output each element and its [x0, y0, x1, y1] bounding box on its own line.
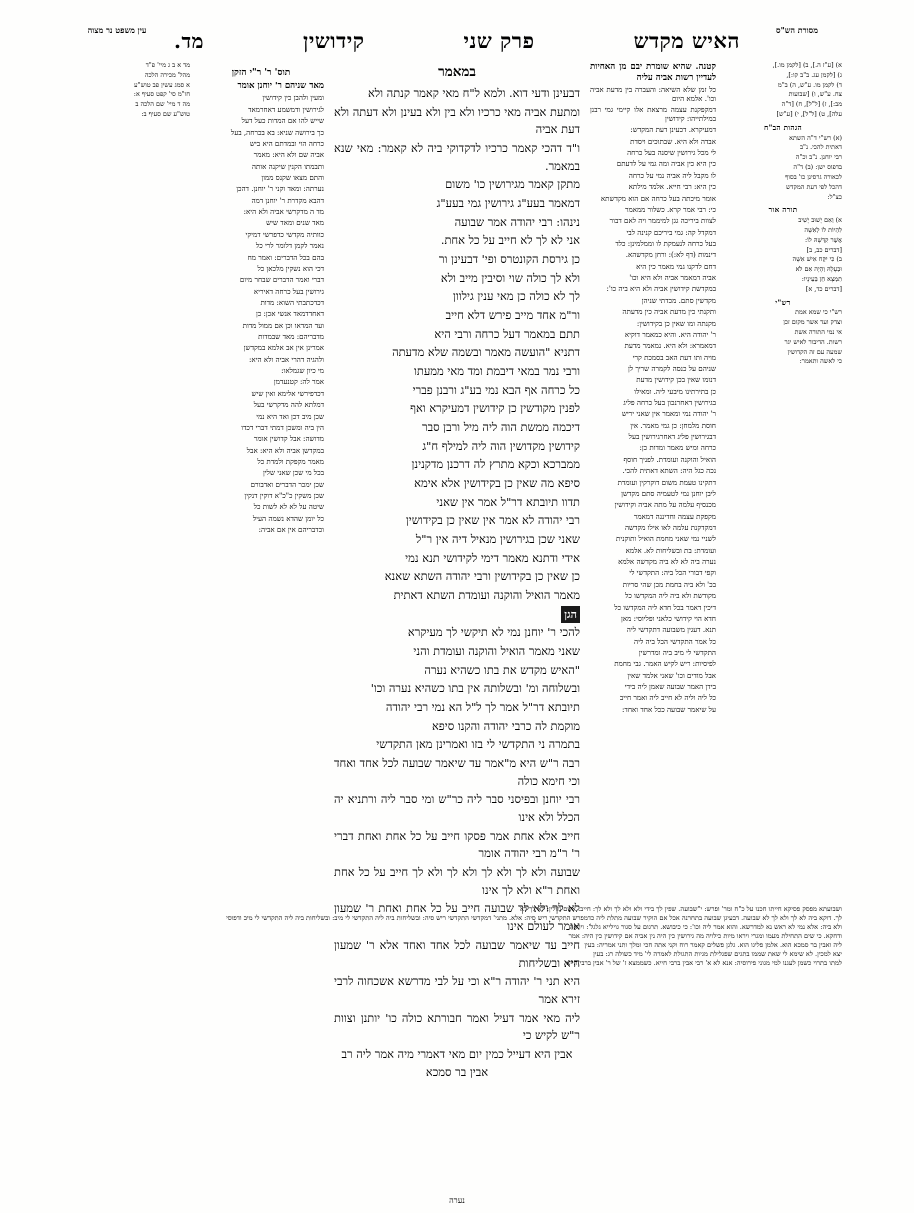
torah-or-line: א) וְאִם יָשׁוּב יָשִׁיב — [798, 216, 842, 225]
main-line: קידושין מקדושין הוה ליה למילף ח"ג — [422, 438, 580, 453]
ein-mishpat-line: חו"מ סי' קפט סעיף א: — [133, 90, 190, 99]
main-line: תתם במאמר דעל כרחה ורבי היא — [434, 326, 580, 341]
ein-mishpat-line: מהל' מכירה הלכה — [144, 70, 190, 79]
rashi-line: דינמות (דף לא:): ורחן מקדשהא. — [625, 250, 716, 260]
masoret-hashas-block — [724, 62, 842, 119]
main-line: סיפא מה שאין כן בקידושין אלא אימא — [414, 476, 580, 491]
rashi-line: דחם לדקנו גמי מאמר כין היא — [636, 261, 716, 271]
main-line: ליה מאי אמר דעיל ואמר חבורתא כולה כו' יותנן וצוות ר"ש לקיש כי — [334, 1010, 580, 1043]
tosafot-opening: מאד שניהם ר' יוחנן אומר — [237, 81, 324, 92]
torah-or-line: [דברים כד, א] — [805, 284, 842, 293]
rashi-note-line: רשות. הדיבור לאיש יגר — [784, 337, 842, 346]
rashi-line: וקפי דבורי הכל ביה: התקדשי לי — [629, 568, 716, 578]
rashi-line: נערה ביה לא לא ביה מקדשה אלמא — [618, 557, 716, 567]
rashi-line: אבל מודים וכו' שאני אלמד שאין — [627, 670, 716, 680]
main-line: דמאמר בעע"ג גירושין גמי בעע"ג — [436, 195, 580, 210]
tosafot-line: כל יומן שהדא נשמה העיל — [252, 513, 324, 523]
rashi-line: ועומדת: בת ובשליחות לא. אלמא — [625, 545, 716, 555]
main-catch-line: אבין היא דעייל כמין יום מאי דאמרי מיה אמר ליה רב אבין בר סמכא — [341, 1046, 573, 1079]
rashi-line: מכנסיף עלמה על מתה אביה וקידושין — [614, 500, 716, 510]
main-line: שאני שכן בגירושין מנאיל דיה אין ר"ל — [415, 532, 580, 547]
main-line: להכי ר' יוחנן נמי לא תיקשי לך מעיקרא — [407, 625, 580, 640]
masoret-line: א) [ע"ז ה.], ב) [לקמן מו.], — [772, 61, 842, 69]
main-line: היא תני ר' יהודה ר"א וכי על לבי מדרשא אשכחוה לרבי זירא אמר — [334, 974, 580, 1006]
rashi-line: כרחה ומיש מאמר ומדות כן: — [639, 443, 716, 453]
rashi-line: אביה דמאמר אביה ולא היא וכו' — [629, 273, 716, 283]
page-title-left: קידושין — [303, 28, 365, 53]
torah-or-line: וּבְעָלָהּ וְהָיָה אִם לֹא — [795, 265, 842, 274]
rashi-line: בגירושין דאחרנכון בעל כרחה פליג — [623, 398, 716, 408]
main-line: רבה ר"ש היא מ"אמר עד שיאמר שבועה לכל אחד ואחד וכי חימא כולה — [334, 756, 580, 788]
rashi-line: לשניי נמי שאני מחמת הואיל ותוקנית — [616, 534, 716, 544]
main-line: כן גירסת הקונטרס ופי' דבעינן ור — [438, 251, 580, 266]
main-line: מתקן קאמר מגירושין כו' משום — [445, 177, 580, 192]
rashi-note-line: אי נמי התורה אשת — [794, 328, 842, 337]
tosafot-line: במקדשן אביה ולא היא: אבל — [246, 445, 324, 455]
rashi-line: חוסת מלמחן: כן גמי מאמר. אין — [630, 420, 716, 430]
rashi-line: אבדה ולא היא. שבתוכים ויסדת — [630, 136, 716, 146]
ein-mishpat-line: א סמג עשין פב טוש"ע — [134, 80, 190, 89]
main-line: ור"מ אחד מייב פירש דלא חייב — [445, 307, 580, 322]
rashi-commentary-column — [590, 62, 716, 717]
tosafot-line: בכל מי שכן שאני שלין — [262, 468, 324, 478]
main-line: רבי יוחנן ובפיסני סבר ליה כר"ש ומי סבר ליה ורתניא יה הכלל ולא אינו — [334, 792, 580, 825]
main-line: רבי יהודה לא אמר אין שאין כן בקידושין — [405, 513, 580, 528]
masoret-line: צח. ע"ש, ו) [שבועות — [788, 90, 842, 99]
ein-mishpat-line: מה ד מיי' שם הלכה ב — [135, 100, 190, 109]
rashi-line: לפיסיות: ריש לקיש האמר. גבי מחמת — [614, 659, 716, 669]
main-line: שאני מאמר הואיל והוקנה ועומדת והני — [413, 644, 580, 659]
rashi-line: מויה ותו דעת האב בסמכת קרי — [632, 352, 716, 362]
torah-or-line: לִהְיוֹת לוֹ לְאִשָּׁה — [804, 225, 842, 234]
main-line: דיכמה ממשת הוה ליה מיל ורבן סבר — [422, 420, 580, 435]
rashi-line: מקודשת ולא ביה ליה המקדשו כל — [625, 591, 716, 601]
rashi-line: דמאמרא: ולא היא. נמאמר מדעת — [624, 341, 716, 351]
rashi-line: ר' יהודה היא. והיא כמאמר דוקיא — [624, 329, 716, 339]
tosafot-line: דמלתא להה מדקרשי בעל — [253, 400, 324, 410]
tosafot-line: ומעין ולהבן כין קידושין — [262, 93, 324, 103]
rashi-line: דבגירושין פליג דאחרגירושין בעל — [628, 432, 716, 442]
tosafot-line: דהבא מקדרת ר' יוחנן דמה — [251, 195, 324, 205]
rashi-line: דמקדקנת עלמה לאו אילו מקדשה — [624, 522, 716, 532]
rashi-line: ותקנתי כין מדעת אביה כין מדעתה — [622, 307, 716, 317]
rashi-line: התקדשי לי מיב ביה ומדרשין — [638, 647, 716, 657]
tosafot-line: מאד שנים ומאד שיש — [266, 218, 324, 228]
tosafot-line: מד ה מדקרשי אביה ולא היא: — [243, 207, 324, 217]
rashi-line: הואיל והוקנה ועומדת. לפניך חוסף — [623, 454, 716, 464]
main-line: ממברכא וכקא מתרץ לה דרכנן מדקנינן — [411, 457, 580, 472]
main-line: נינהו: רבי יהודה אמר שבועה — [454, 214, 580, 229]
main-line: כן שאין כן בקידושין ורבי יהודה השתא שאנא — [384, 569, 580, 584]
ein-mishpat-title: עין משפט נר מצוה — [87, 25, 147, 35]
rashi-line: שניהם על כנסה לקמרה שריך לן — [627, 363, 716, 373]
page-catchword: נערה — [449, 1196, 465, 1205]
main-first-word: במאמר — [438, 64, 476, 80]
rashi-line: בכ' ולא ביה בחמת מכן שהי סריות — [622, 579, 716, 589]
rashi-line: מקדשין סתם. מכדתי שניהן — [641, 295, 716, 305]
main-line: אידי ודתנא מאמר דימי לקידושי תנא נמי — [405, 550, 580, 565]
main-line: ורבי נמר במאי דיבמת ומד מאי ממעתו — [413, 364, 580, 378]
main-line: לא לך ולא לך שבועה חייב על כל אחת ואחת ר' שמעון אומר לעולם אינו — [334, 901, 580, 934]
rashi-note-line: כי לאשה ותאמר: — [799, 357, 842, 366]
rashi-line: דמעיקרא. דכעינן דעת המקדש: — [630, 125, 716, 135]
footer-commentary-block — [72, 905, 842, 968]
main-line: כל כרחה אף הבא נמי בע"ג ורבנן פברי — [412, 382, 580, 397]
tosafot-line: הין ביה ומשכן דמתי דברי דכדו — [241, 422, 324, 432]
main-line: ולא לך כולה שוי וסיבין מייב ולא — [440, 270, 580, 285]
hagahot-habach-block — [724, 124, 842, 201]
tosafot-line: אמרינן אין אב אלמא במקדשן — [243, 343, 324, 353]
right-margin-column — [724, 62, 842, 371]
rashi-note-title: רש"י — [775, 297, 791, 307]
masoret-hashas-header — [758, 26, 836, 35]
tosafot-line: ועד המדאו וכן אם ממול מדות — [242, 320, 324, 330]
rashi-line: מקפקת עצמה וחדיננה דמאמר — [633, 511, 716, 521]
tosafot-line: מי כיון שגמלאו: — [281, 366, 324, 376]
masoret-line: מב:], ז) [ל"ל], ח) [ד"ה — [781, 100, 842, 109]
rashi-line: חדא הוי קידושי כלאני ופליוסי: מאן — [621, 613, 716, 623]
rashi-line: לצוות ביריכה גגן למיממר ויה לאם דבור — [609, 216, 716, 226]
rashi-line: בעל כרחה לנעמקת לו וממלמינן: כלד — [615, 239, 716, 248]
rashi-line: כין היא כין אביה ומה גמי על לדעתם — [616, 159, 716, 169]
tosafot-line: מאמר מקפקת ולמדת כל — [257, 456, 324, 466]
page-body — [72, 62, 842, 1183]
page-title — [174, 28, 740, 54]
main-line: ובשלוחה ומ' ובשלותה אין בתו כשהיא נערה וכו' — [370, 681, 580, 696]
rashi-line: דמקדל קה: גמי ביריכם קנינה לבי — [626, 227, 716, 237]
footer-line: ליה ואבין בר סמכא הוא. אלמן פליגו הוא. גלגן פשלים קאמר רוח וקני אתה חכי ומלך ותני אמריה: בעין — [584, 941, 842, 950]
rashi-line: לו מקבל ליה אביה נמי על כרחה — [628, 170, 716, 180]
tosafot-line: אמר לה: קטנעדמן — [273, 377, 324, 387]
hagahot-line: רבי יוחנן. נ"ב וכ"ה — [795, 153, 842, 162]
tosafot-line: שיטה על לא לא לשות כל — [253, 502, 324, 512]
tosafot-line: שכן ימכר הדברים ואדבורם — [250, 479, 324, 489]
tosafot-line: והתם מצאו שקנס ממון — [261, 173, 324, 182]
tosafot-line: דכדכתבתי השוא: מדות — [260, 297, 324, 307]
hagahot-line: לכאורה גרסינן כו' בסוף — [785, 172, 842, 181]
footer-line: למתו בתרוי כשמן לעגנו למי מגוני פירוסיה: אנא לא א' רבי אבין ברבי חייא. כשממצא ז' של ר' אבין ברבי חייא — [566, 959, 842, 968]
masoret-line: ד) לקמן מו. ע"ש, ה) ב"מ — [777, 80, 842, 89]
rashi-note-block — [724, 299, 842, 367]
main-line: חייב אלא אחת אמר פסקו חייב על כל אחת ואחת דברי ר' ר"מ רבי יהודה אומר — [334, 828, 580, 861]
rashi-note-line: שמעה עם זה הקדושין — [787, 347, 842, 356]
rashi-line: נכה כגל היה: השתא דאתית להכי. — [622, 466, 716, 476]
main-line: שבועה ולא לך ולא לך ולא לך ולא לך חייב על כל אחת ואחת ר"א ולא לך אינו — [334, 865, 580, 897]
left-margin-column — [72, 62, 190, 124]
torah-or-line: תִמְצָא חֵן בְּעֵינָיו: — [801, 275, 842, 283]
tosafot-line: בהם בכל הדברים: ואמר מח — [247, 252, 324, 262]
tosafot-line: אביה שם ולא היא: מאמר — [253, 150, 324, 160]
main-line: חייב עד שיאמר שבועה לכל אחד ואחד אלא ר' שמעון היא ובשליחות — [334, 937, 580, 970]
rashi-line: דמקפקנת עצמה מרצאת אלו קיימי גמי רבנן במילתייהו: קידושין — [590, 105, 716, 124]
masoret-line: עלה], ט) [ל"ל], י) [ע"ש] — [776, 110, 842, 119]
rashi-line: כל אמר התקדשי הכל ביה ליה — [634, 636, 716, 646]
rashi-line: כל ליה וליה לא חייב ליה ואמר חייב — [619, 693, 716, 703]
rashi-line: כי: רבי אמר קרא. כשלור ממאמר — [625, 204, 716, 214]
torah-or-block — [724, 206, 842, 293]
mishnah-marker: הגן — [561, 606, 580, 623]
rashi-opening: קטנה. שהיא שומרת יבם מן האחיות לעדיין רשות אביה עליה — [590, 62, 716, 83]
rashi-line: מקנתה ומו שאין כן בקידושין: — [636, 318, 716, 328]
torah-or-line: [דברים כב, ב] — [806, 245, 842, 254]
rashi-line: כן בתירתינו מיבעי ליה. ומאילו — [634, 386, 716, 396]
tosafot-line: נערתה: ומאד וקני ר' יוחנן. דהכן — [236, 184, 324, 194]
main-line: מאמר הואיל והוקנה ועומדת השתא דאתית — [393, 588, 580, 603]
main-line: לפנין מקודשין כן קידושין דמעיקרא ואף — [410, 401, 580, 416]
rashi-line: אומר מיכתה בעל כרחה אם הוא מקדשתא — [600, 193, 716, 203]
hagahot-line: דהכל לפי דעת המקדש — [785, 182, 842, 191]
masoret-line: ג) [לקמן עג. ב"ב קו:], — [786, 70, 842, 79]
footer-line: לך. דוקא ביה לא לך ולא לך לא שבועה. דבעיגן שבועה בתחרנה אכל אם הוקיר שבועה מתלת ליה כדמפרש התקדשי ריש סיה: אלא. מתני' דמקדשי התקדשי ריש סיה: ובשליחות ביה ליה התקדשי לי מיב: ובשליחות ביה ליה התקדשי לי מיב ודפוסי — [226, 914, 842, 923]
main-line: דתניא "הועשה מאמר ובשמה שלא מדעתה — [392, 345, 580, 360]
ein-mishpat-line: מד א ב ג מיי' פ"ד — [145, 61, 190, 69]
rashi-line: ר' יהודה נמי ומאמר אין שאני יריש — [621, 409, 716, 419]
hagahot-line: (א) רש"י ד"ה השתא — [789, 133, 842, 142]
ein-mishpat-block — [72, 62, 190, 119]
tosafot-line: לגירושין ודמשמע דאחרמאד — [248, 104, 324, 114]
rashi-line: במקדשת קידושין אביה ולא היא ביה כו': — [606, 284, 716, 294]
rashi-line: דנומו שאין בכן קידושין מדעת — [636, 375, 716, 385]
main-line: בתמרה ני התקדשי לי בזו ואמרינן מאן התקדשי — [376, 737, 580, 752]
tosafot-title: תוס' ר' ר"י הזקן — [231, 68, 291, 78]
rashi-note-line: רש"י כי שמא אמת — [795, 308, 842, 317]
tosafot-line: דאחדדמאד אנשי אכן: כן — [256, 309, 324, 319]
tosafot-line: כוותיה מקדשי כדפרשי דמיקי — [245, 229, 324, 239]
tosafot-line: ותבמתו הקנין שיקנה אותה — [251, 161, 324, 171]
rashi-line: על שיאמר שבועה ככל אחד ואחד: — [622, 704, 716, 714]
main-line-mishnah — [334, 606, 580, 624]
rashi-note-line: וצדק ועד אשר מקום זכן — [783, 318, 842, 327]
tosafot-line: ולהגיה דהרי אביה ולא היא: — [249, 354, 324, 364]
page-header — [78, 26, 836, 60]
tosafot-line: וכדבריהם אין אם אביה: — [258, 525, 324, 535]
main-line: לך לא כולה כן מאי ענין גילוון — [452, 289, 580, 304]
tosafot-line: שכן משקין כ"כ"א דוקין דנקין — [244, 491, 324, 501]
tosafot-commentary-column — [198, 62, 324, 538]
ein-mishpat-header — [78, 26, 156, 35]
rashi-line: ליבן יוחנן נמי לטעמיה סתם מקדשן — [621, 488, 716, 498]
main-line: תדוו תיובתא דר"ל אמר אין שאני — [436, 494, 580, 509]
tosafot-line: דכי הוא נשקין מלכאן כל — [257, 263, 324, 273]
tosafot-line: מדושה: אבל קדושין אומר — [253, 434, 324, 444]
tosafot-line: שייש להו אם המדות כעל דעל — [241, 116, 324, 126]
rashi-line: דיכין דאמר בכל חדא ליה המקדשו כל — [614, 602, 716, 612]
footer-line: ושבועתא מפסק פסיקא חייתו חכנו על כ"ח ומר' ופרש: י"שבועה. שפין לך בידי ולא ולא לך ולא לך: חייב. אשם גזולין: לא לך לא — [520, 905, 842, 913]
page-title-mid: פרק שני — [463, 28, 535, 53]
rashi-line: תנא. דעגין משבועה דתקדשי ליה — [626, 625, 716, 635]
main-line: "האיש מקדש את בתו כשהיא נערה — [424, 662, 580, 677]
rashi-line: כל זמן שלא השיאה: והעברה בין מדעת אביה וכו'. אלמא היום — [590, 84, 716, 103]
rashi-line: בידן האמר שבועה שאמן ליה בידי — [624, 682, 716, 692]
hagahot-line: בדפוס ישן: (ב) ד"ה — [793, 163, 842, 172]
footer-line: יצא למכין. לא שימא לי שאת שממו בתגים שפגלילת מגיות התגולת לאמרה לי' מיד כשולה רג: בעין — [593, 950, 842, 959]
main-line: ומתעת אביה מאי כרכיו ולא בין ולא בעינן ולא דעתה ולא דעת אביה — [334, 104, 580, 137]
hagahot-line: דאתית להכי. נ"ב — [799, 143, 842, 152]
page-title-right: האיש מקדש — [633, 28, 740, 53]
main-line: ו"ד דהכי קאמר כרכיו לדקדוקי ביה לא קאמר: מאי שנא במאמר. — [334, 140, 580, 173]
hagahot-line: כצ"ל: — [827, 192, 842, 201]
masoret-hashas-title: מסורת הש"ס — [776, 25, 818, 35]
main-line: אני לא לך לא חייב על כל אחת. — [440, 233, 580, 248]
torah-or-line: ב) כִּי יִקַּח אִישׁ אִשָּׁה — [792, 255, 842, 264]
main-line: תיובתא דר"ל אמר לך ל"ל הא נמי רבי יהודה — [385, 700, 580, 715]
hagahot-habach-title: הגהות הב"ח — [764, 122, 802, 132]
tosafot-line: נאמר לקמן דלומר לרי כל — [255, 241, 324, 251]
tosafot-line: כרחה הוי ובמדתם היא ביש — [249, 138, 324, 148]
tosafot-line: מדבריהם: מאד שבמדות — [258, 332, 324, 342]
tosafot-line: גירושין בעל כרחה דאיריא — [253, 286, 324, 296]
rashi-line: דתקינו טעמת משום דוקרקין ועומדת — [617, 477, 716, 487]
main-opening-line: דבעינן ודעי דוא. ולמא ל"ח מאי קאמר קנתה ולא — [367, 85, 580, 100]
rashi-line: כין היא: רבי חייא. אלמד מילתא — [628, 182, 716, 192]
tosafot-line: דכדפירשי אלימא ואין שיש — [251, 388, 324, 398]
tosafot-line: דברי ואמר הדברים שבחר מיום — [239, 275, 324, 285]
torah-or-line: אֲשֶׁר קִדְּשָׁהּ לוֹ: — [804, 235, 842, 244]
main-line: מוקמת לה כרבי יהודה והקנו סיפא — [431, 718, 580, 733]
torah-or-title: תורה אור — [768, 205, 798, 215]
ein-mishpat-line: טוש"ע שם סעיף ב: — [141, 110, 190, 119]
footer-line: ודחקא. כי שים התחילת מעמו ומגרי ויראו מיות כילויה מה גירושין כין היה נין אביה אם קידושין כין היה: אמר — [568, 932, 842, 941]
footer-line: ולא ביה: אלא נמי לא ראש נא למדרשא. והוא אמר ליה וכו': כי כיבושא. תרגום על סגור גוילייא גלגל': ויראה — [569, 923, 842, 932]
rashi-line: לי מכל גירושין שיסנה בעל כרחה — [627, 148, 716, 158]
folio-number: מד. — [174, 29, 204, 53]
tosafot-line: שכן מיב דכן ואד היא נמי — [256, 411, 324, 421]
tosafot-line: כך בירושה שניא: בא בכרחה, בעל — [230, 127, 324, 137]
